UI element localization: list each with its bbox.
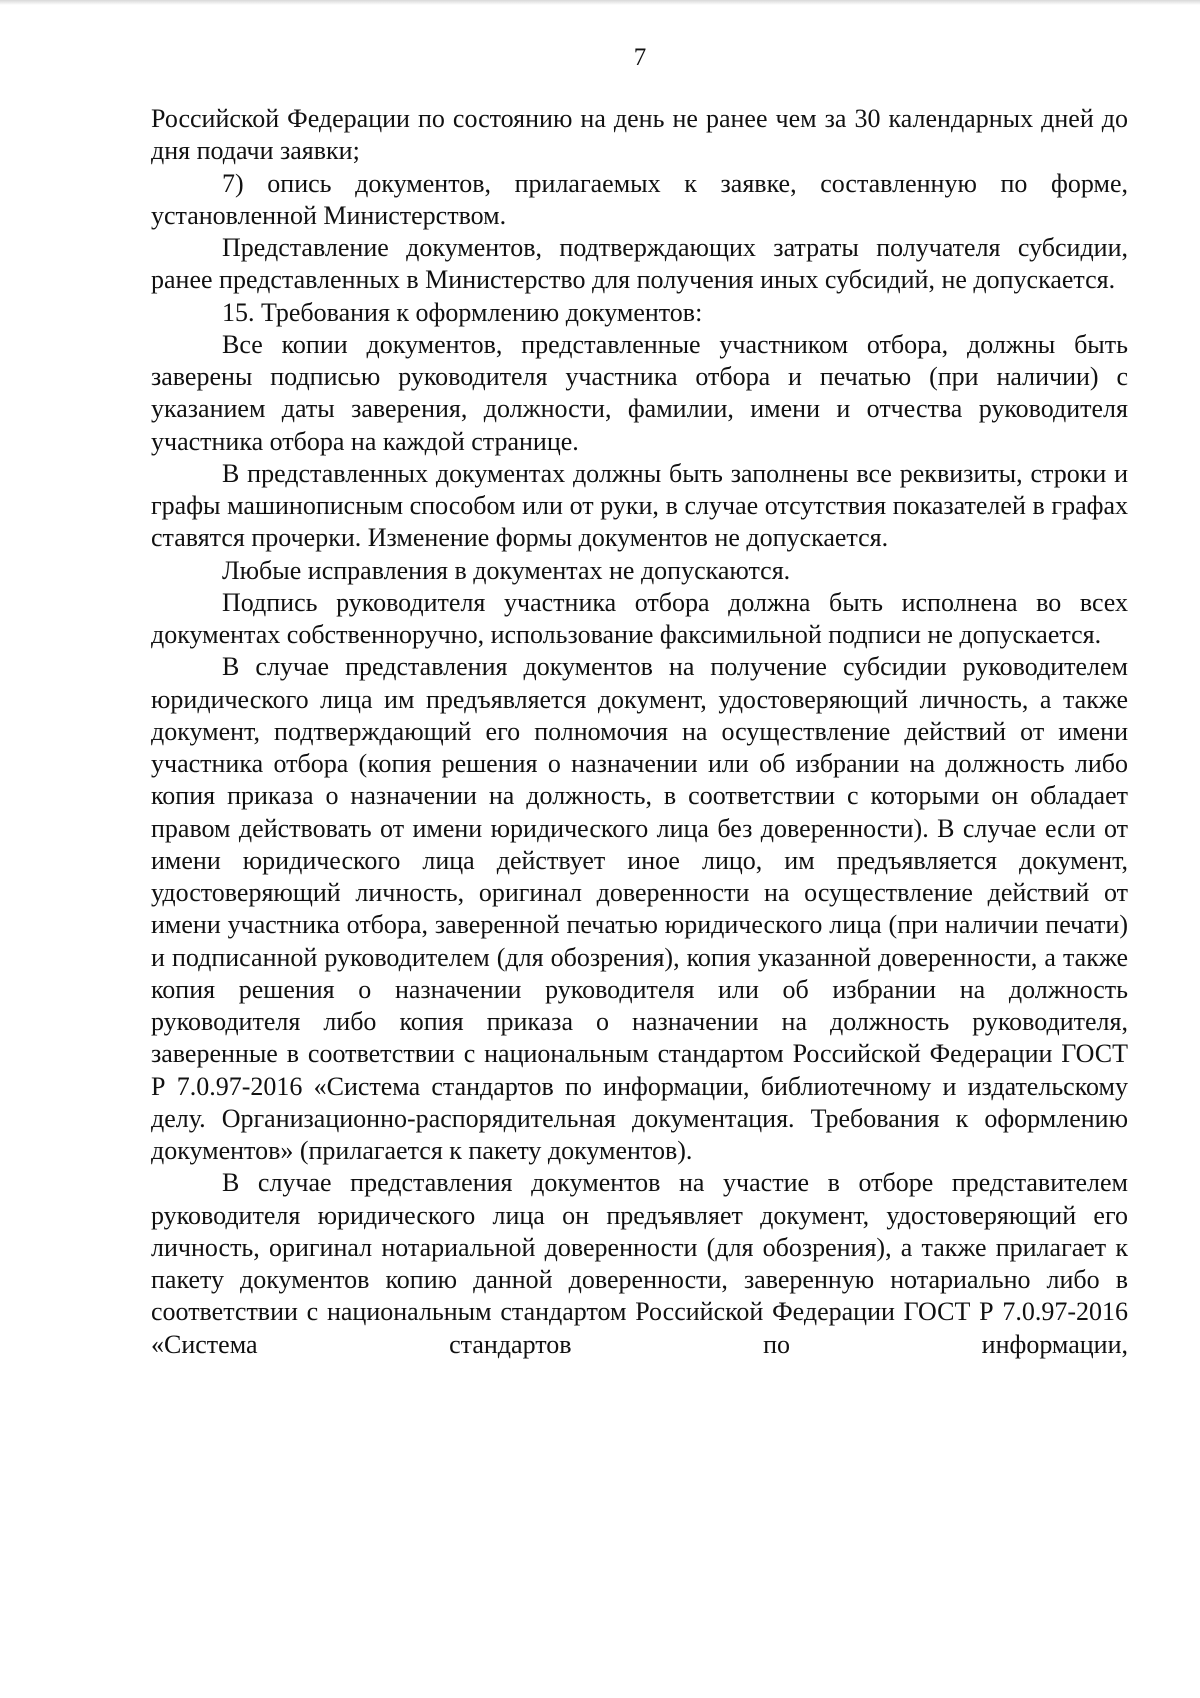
paragraph-head-submission: В случае представления документов на получение субсидии руководителем юридического лица им предъявляется документ, удостоверяющий личность, а также документ, подтверждающий его полномочия на осуществление действий от имени участника отбора (копия решения о назначении или об избрании на должность либо копия приказа о назначении на должность, в соответствии с которыми он обладает правом действовать от имени юридического лица без доверенности). В случае если от имени юридического лица действует иное лицо, им предъявляется документ, удостоверяющий личность, оригинал доверенности на осуществление действий от имени участника отбора, заверенной печатью юридического лица (при наличии печати) и подписанной руководителем (для обозрения), копия указанной доверенности, а также копия решения о назначении руководителя или об избрании на должность руководителя либо копия приказа о назначении на должность руководителя, заверенные в соответствии с национальным стандартом Российской Федерации ГОСТ Р 7.0.97-2016 «Система стандартов по информации, библиотечному и издательскому делу. Организационно-распорядительная документация. Требования к оформлению документов» (прилагается к пакету документов). [151,652,1128,1165]
paragraph-continuation: Российской Федерации по состоянию на день не ранее чем за 30 календарных дней до дня подачи заявки; [151,104,1128,166]
section-heading-15: 15. Требования к оформлению документов: [222,297,703,327]
paragraph-cost-documents: Представление документов, подтверждающих затраты получателя субсидии, ранее представленных в Министерство для получения иных субсидий, не допускается. [151,233,1128,295]
paragraph-item-7: 7) опись документов, прилагаемых к заявке, составленную по форме, установленной Министерством. [151,168,1128,230]
paragraph-representative-submission: В случае представления документов на участие в отборе представителем руководителя юридического лица он предъявляет документ, удостоверяющий его личность, оригинал нотариальной доверенности (для обозрения), а также прилагает к пакету документов копию данной доверенности, заверенную нотариально либо в соответствии с национальным стандартом Российской Федерации ГОСТ Р 7.0.97-2016 «Система стандартов по информации, [151,1168,1128,1359]
paragraph-requisites: В представленных документах должны быть заполнены все реквизиты, строки и графы машинописным способом или от руки, в случае отсутствия показателей в графах ставятся прочерки. Изменение формы документов не допускается. [151,458,1128,553]
paragraph-corrections: Любые исправления в документах не допускаются. [222,555,791,585]
paragraph-signature: Подпись руководителя участника отбора должна быть исполнена во всех документах собственноручно, использование факсимильной подписи не допускается. [151,587,1128,649]
paragraph-copies-certification: Все копии документов, представленные участником отбора, должны быть заверены подписью руководителя участника отбора и печатью (при наличии) с указанием даты заверения, должности, фамилии, имени и отчества руководителя участника отбора на каждой странице. [151,329,1128,456]
page-number: 7 [633,44,647,71]
document-body [151,103,1128,1361]
scan-edge [0,0,1200,5]
